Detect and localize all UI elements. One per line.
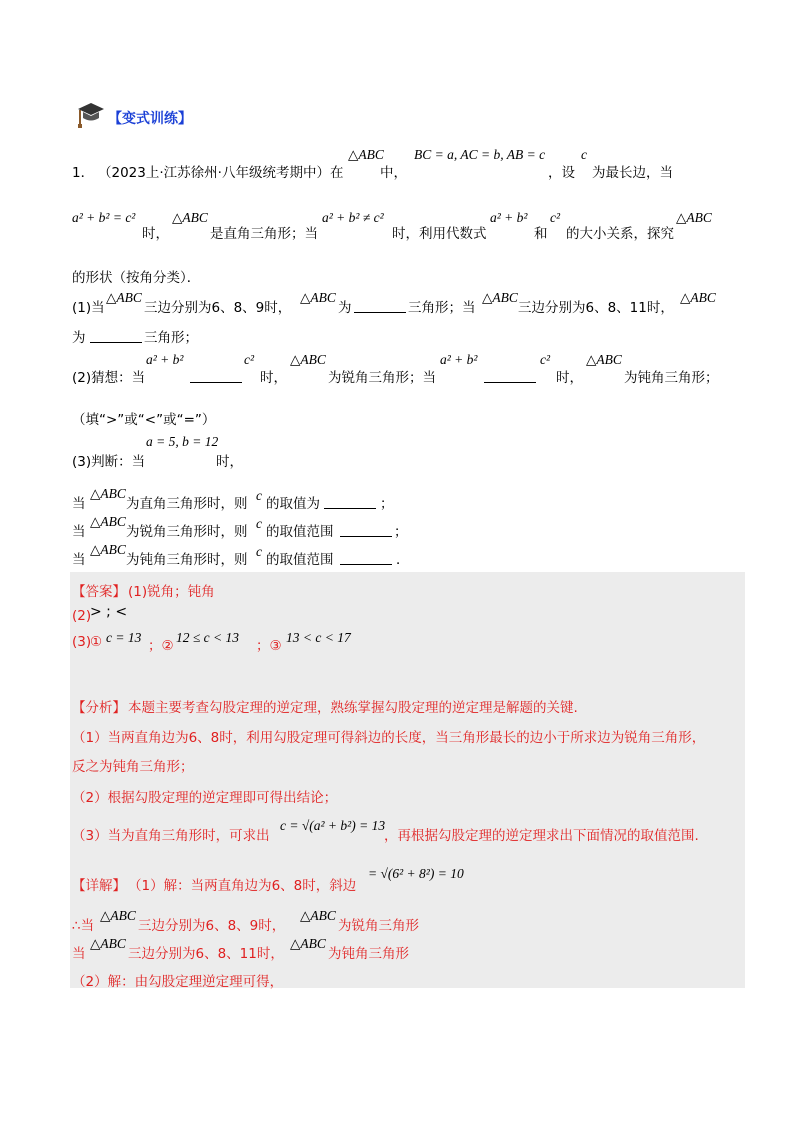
triangle-abc: △ABC <box>586 352 622 367</box>
triangle-abc: △ABC <box>90 486 126 501</box>
text: ； <box>380 496 394 512</box>
problem-number: 1． <box>72 165 95 181</box>
text: 时，利用代数式 <box>392 226 487 242</box>
text: 三角形；当 <box>408 300 476 316</box>
text: 为锐角三角形 <box>338 918 419 934</box>
math-expr: a² + b² <box>440 352 478 367</box>
triangle-abc: △ABC <box>106 290 142 305</box>
text: 的形状（按角分类）． <box>72 270 201 286</box>
text: 的取值范围 <box>266 552 334 568</box>
answer-3-v1: c = 13 <box>106 630 142 645</box>
text: (2)猜想：当 <box>72 370 146 386</box>
text: 的取值范围 <box>266 524 334 540</box>
answer-2: > ; < <box>90 604 128 620</box>
answer-blank <box>340 550 392 565</box>
answer-blank <box>340 522 392 537</box>
math-c: c <box>256 544 262 559</box>
text: 为钝角三角形时，则 <box>126 552 248 568</box>
triangle-abc: △ABC <box>680 290 716 305</box>
triangle-abc: △ABC <box>90 936 126 951</box>
math-eq: a² + b² = c² <box>72 210 136 225</box>
text: 时， <box>142 226 169 242</box>
circle-1: ① <box>90 634 103 650</box>
text: 为 <box>72 330 86 346</box>
math-expr: c² <box>540 352 551 367</box>
answer-blank <box>354 298 406 313</box>
text: 时， <box>216 454 243 470</box>
text: 当 <box>72 946 86 962</box>
triangle-abc: △ABC <box>290 352 326 367</box>
text: 三角形； <box>144 330 198 346</box>
detail-step-2: （2）解：由勾股定理逆定理可得， <box>72 974 284 990</box>
math-neq: a² + b² ≠ c² <box>322 210 384 225</box>
text: 三边分别为6、8、11时， <box>128 946 284 962</box>
graduation-cap-icon <box>76 100 106 130</box>
text: 和 <box>534 226 548 242</box>
text: 的大小关系，探究 <box>566 226 674 242</box>
answer-blank <box>190 368 242 383</box>
text: 为锐角三角形；当 <box>328 370 436 386</box>
text: 为锐角三角形时，则 <box>126 524 248 540</box>
math-expr: c² <box>550 210 561 225</box>
text: (3)判断：当 <box>72 454 146 470</box>
text: 中， <box>380 165 407 181</box>
analysis-text: 本题主要考查勾股定理的逆定理，熟练掌握勾股定理的逆定理是解题的关键. <box>128 700 578 716</box>
analysis-step-3b: ，再根据勾股定理的逆定理求出下面情况的取值范围. <box>384 828 699 844</box>
answer-2-num: (2) <box>72 608 92 624</box>
text: 时， <box>260 370 287 386</box>
triangle-abc: △ABC <box>90 542 126 557</box>
analysis-formula: c = √(a² + b²) = 13 <box>280 818 386 833</box>
triangle-abc: △ABC <box>100 908 136 923</box>
text: ． <box>396 552 410 568</box>
answer-blank <box>324 494 376 509</box>
text: (1)当 <box>72 300 105 316</box>
text: ∴当 <box>72 918 95 934</box>
text: 为最长边，当 <box>592 165 673 181</box>
text: 的取值为 <box>266 496 320 512</box>
math-expr: a² + b² <box>146 352 184 367</box>
text: 三边分别为6、8、9时， <box>138 918 286 934</box>
detail-step-1: （1）解：当两直角边为6、8时，斜边 <box>128 878 357 894</box>
text: 是直角三角形；当 <box>210 226 318 242</box>
math-cond: a = 5, b = 12 <box>146 434 219 449</box>
triangle-abc: △ABC <box>676 210 712 225</box>
triangle-abc: △ABC <box>290 936 326 951</box>
math-c: c <box>581 147 587 162</box>
analysis-step-3a: （3）当为直角三角形时，可求出 <box>72 828 270 844</box>
math-sides: BC = a, AC = b, AB = c <box>414 147 546 162</box>
triangle-abc: △ABC <box>172 210 208 225</box>
analysis-label: 【分析】 <box>72 700 126 716</box>
math-c: c <box>256 488 262 503</box>
answer-label: 【答案】 <box>72 584 126 600</box>
text: 当 <box>72 496 86 512</box>
answer-blank <box>484 368 536 383</box>
analysis-step-2: （2）根据勾股定理的逆定理即可得出结论； <box>72 790 338 806</box>
triangle-abc: △ABC <box>300 908 336 923</box>
text: 当 <box>72 552 86 568</box>
section-title: 【变式训练】 <box>108 111 192 127</box>
text: 当 <box>72 524 86 540</box>
text: 为钝角三角形； <box>624 370 719 386</box>
text: ，设 <box>548 165 575 181</box>
triangle-abc: △ABC <box>348 147 384 162</box>
text: 三边分别为6、8、11时， <box>518 300 674 316</box>
text: ； <box>394 524 408 540</box>
text: 时， <box>556 370 583 386</box>
text: 为 <box>338 300 352 316</box>
text: 三边分别为6、8、9时， <box>144 300 292 316</box>
text: 为直角三角形时，则 <box>126 496 248 512</box>
answer-3-v2: 12 ≤ c < 13 <box>176 630 240 645</box>
triangle-abc: △ABC <box>300 290 336 305</box>
text: （填“>”或“<”或“=”） <box>72 412 216 428</box>
math-c: c <box>256 516 262 531</box>
detail-formula: = √(6² + 8²) = 10 <box>368 866 464 881</box>
math-expr: a² + b² <box>490 210 528 225</box>
problem-source: （2023上·江苏徐州·八年级统考期中）在 <box>98 165 344 181</box>
analysis-step-1: （1）当两直角边为6、8时，利用勾股定理可得斜边的长度，当三角形最长的边小于所求边为锐角三角形， <box>72 730 706 746</box>
detail-label: 【详解】 <box>72 878 126 894</box>
circle-2: ；② <box>148 638 174 654</box>
answer-3-v3: 13 < c < 17 <box>286 630 351 645</box>
triangle-abc: △ABC <box>90 514 126 529</box>
answer-1: (1)锐角；钝角 <box>128 584 215 600</box>
circle-3: ；③ <box>256 638 282 654</box>
math-expr: c² <box>244 352 255 367</box>
answer-3-num: (3) <box>72 634 92 650</box>
text: 为钝角三角形 <box>328 946 409 962</box>
answer-blank <box>90 328 142 343</box>
triangle-abc: △ABC <box>482 290 518 305</box>
analysis-step-1b: 反之为钝角三角形； <box>72 759 194 775</box>
